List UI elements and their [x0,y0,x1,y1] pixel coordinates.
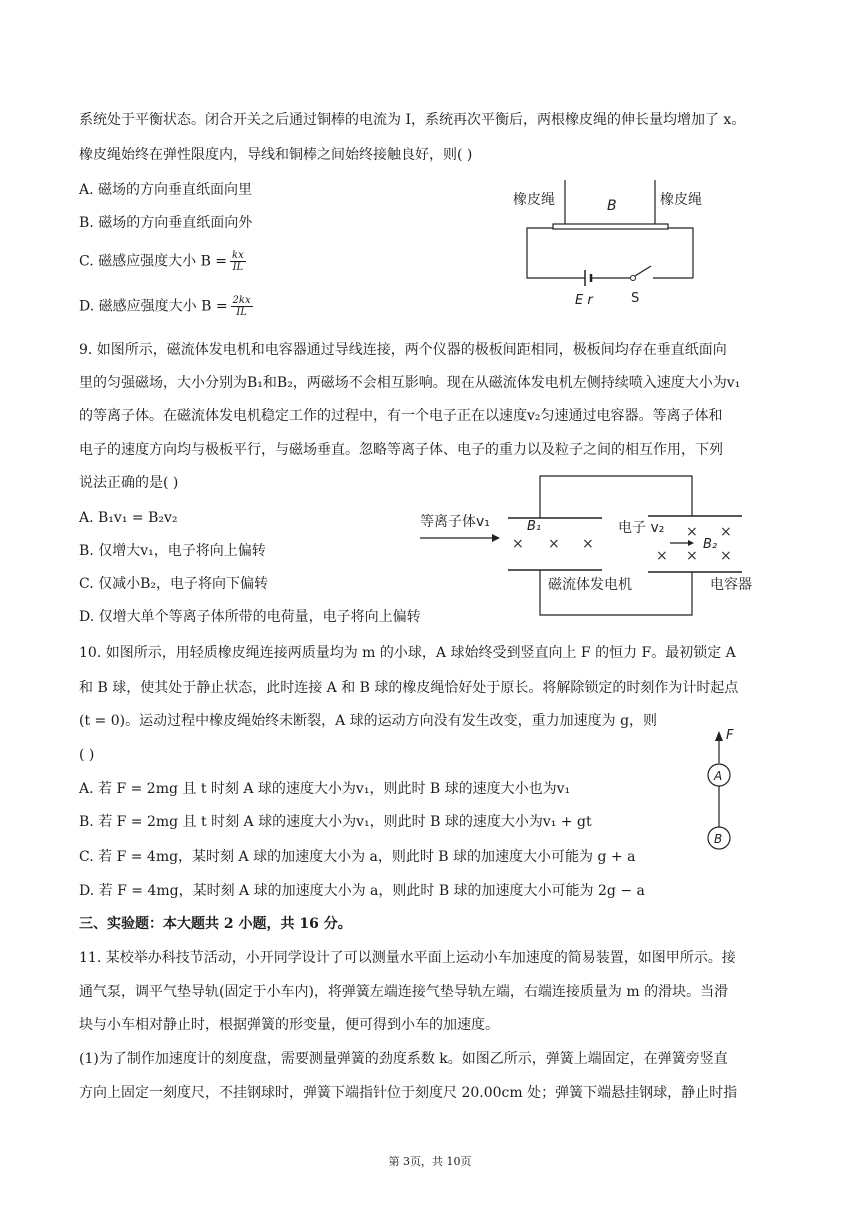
q9-line-5: 说法正确的是( ) [79,475,179,491]
cross-mark: × [548,536,560,552]
q9-figure-mhd [420,470,770,634]
q10-figure-label-b: B [714,832,723,846]
q8-figure-label-left: 橡皮绳 [513,192,555,208]
cross-mark: × [656,548,668,564]
q9-option-c: C. 仅减小B₂，电子将向下偏转 [79,576,269,592]
q9-line-4: 电子的速度方向均与极板平行，与磁场垂直。忽略等离子体、电子的重力以及粒子之间的相互作用，下列 [79,442,723,458]
q8-figure-label-s: S [631,291,640,306]
q9-option-b: B. 仅增大v₁，电子将向上偏转 [79,543,266,559]
q9-line-1: 9. 如图所示，磁流体发电机和电容器通过导线连接，两个仪器的极板间距相同，极板间均存在垂直纸面向 [79,342,727,358]
cross-mark: × [582,536,594,552]
q10-line-3: (t = 0)。运动过程中橡皮绳始终未断裂，A 球的运动方向没有发生改变，重力加速度为 g，则 [79,713,658,729]
q8-option-d-fraction [231,295,253,318]
q10-line-1: 10. 如图所示，用轻质橡皮绳连接两质量均为 m 的小球，A 球始终受到竖直向上 F 的恒力 F。最初锁定 A [79,645,736,661]
q8-figure-label-er: E r [575,293,593,308]
q8-option-c-fraction [230,250,246,273]
q11-line-5: 方向上固定一刻度尺，不挂钢球时，弹簧下端指针位于刻度尺 20.00cm 处；弹簧下端悬挂钢球，静止时指 [79,1085,738,1101]
q9-figure-plasma-label: 等离子体v₁ [420,514,490,530]
q10-option-d: D. 若 F = 4mg，某时刻 A 球的加速度大小为 a，则此时 B 球的加速度大小可能为 2g − a [79,883,645,899]
q9-option-a: A. B₁v₁ = B₂v₂ [79,510,178,526]
fraction-numerator: 2kx [232,295,251,306]
cross-mark: × [686,548,698,564]
q8-option-d-text: D. 磁感应强度大小 B = [79,298,228,315]
q10-option-c: C. 若 F = 4mg，某时刻 A 球的加速度大小为 a，则此时 B 球的加速度大小可能为 g + a [79,849,636,865]
q11-line-4: (1)为了制作加速度计的刻度盘，需要测量弹簧的劲度系数 k。如图乙所示，弹簧上端固定，在弹簧旁竖直 [79,1051,728,1067]
section-3-title: 三、实验题：本大题共 2 小题，共 16 分。 [79,916,352,932]
q8-option-b: B. 磁场的方向垂直纸面向外 [79,215,253,231]
cross-mark: × [720,548,732,564]
q10-figure-label-f: F [726,728,734,743]
q8-line-2: 橡皮绳始终在弹性限度内，导线和铜棒之间始终接触良好，则( ) [79,147,473,163]
q9-figure-b2: B₂ [703,537,718,552]
cross-mark: × [512,536,524,552]
q9-line-3: 的等离子体。在磁流体发电机稳定工作的过程中，有一个电子正在以速度v₂匀速通过电容器。等离子体和 [79,408,723,424]
q9-figure-capacitor-label: 电容器 [710,577,752,593]
q8-option-c [79,250,246,273]
q8-figure-label-b: B [607,198,617,214]
q8-option-c-text: C. 磁感应强度大小 B = [79,253,228,270]
q9-figure-electron-label: 电子 v₂ [618,520,665,536]
q10-figure-balls [700,725,750,859]
q10-line-2: 和 B 球，使其处于静止状态，此时连接 A 和 B 球的橡皮绳恰好处于原长。将解除锁定的时刻作为计时起点 [79,680,739,696]
q10-option-a: A. 若 F = 2mg 且 t 时刻 A 球的速度大小为v₁，则此时 B 球的速度大小也为v₁ [79,781,571,797]
q10-figure-label-a: A [714,769,723,783]
q8-option-d [79,295,253,318]
q9-line-2: 里的匀强磁场，大小分别为B₁和B₂，两磁场不会相互影响。现在从磁流体发电机左侧持续喷入速度大小为v₁ [79,375,741,391]
q8-figure-circuit [505,180,725,314]
page-footer: 第 3页，共 10页 [388,1155,472,1168]
q10-line-4: ( ) [79,747,95,763]
q11-line-3: 块与小车相对静止时，根据弹簧的形变量，便可得到小车的加速度。 [79,1017,499,1033]
q9-figure-mhd-label: 磁流体发电机 [548,577,632,593]
q10-option-b: B. 若 F = 2mg 且 t 时刻 A 球的速度大小为v₁，则此时 B 球的速度大小为v₁ + gt [79,814,592,830]
q11-line-1: 11. 某校举办科技节活动，小开同学设计了可以测量水平面上运动小车加速度的简易装置，如图甲所示。接 [79,950,736,966]
fraction-denominator: IL [232,262,244,273]
q8-option-a: A. 磁场的方向垂直纸面向里 [79,182,253,198]
fraction-denominator: IL [236,307,247,318]
cross-mark: × [686,524,698,540]
q8-figure-label-right: 橡皮绳 [660,192,702,208]
q11-line-2: 通气泵，调平气垫导轨(固定于小车内)，将弹簧左端连接气垫导轨左端，右端连接质量为 m 的滑块。当滑 [79,984,729,1000]
cross-mark: × [720,524,732,540]
q9-figure-b1: B₁ [527,519,542,534]
fraction-numerator: kx [232,250,244,261]
q9-option-d: D. 仅增大单个等离子体所带的电荷量，电子将向上偏转 [79,609,421,625]
q8-line-1: 系统处于平衡状态。闭合开关之后通过铜棒的电流为 I，系统再次平衡后，两根橡皮绳的伸长量均增加了 x。 [79,112,746,128]
